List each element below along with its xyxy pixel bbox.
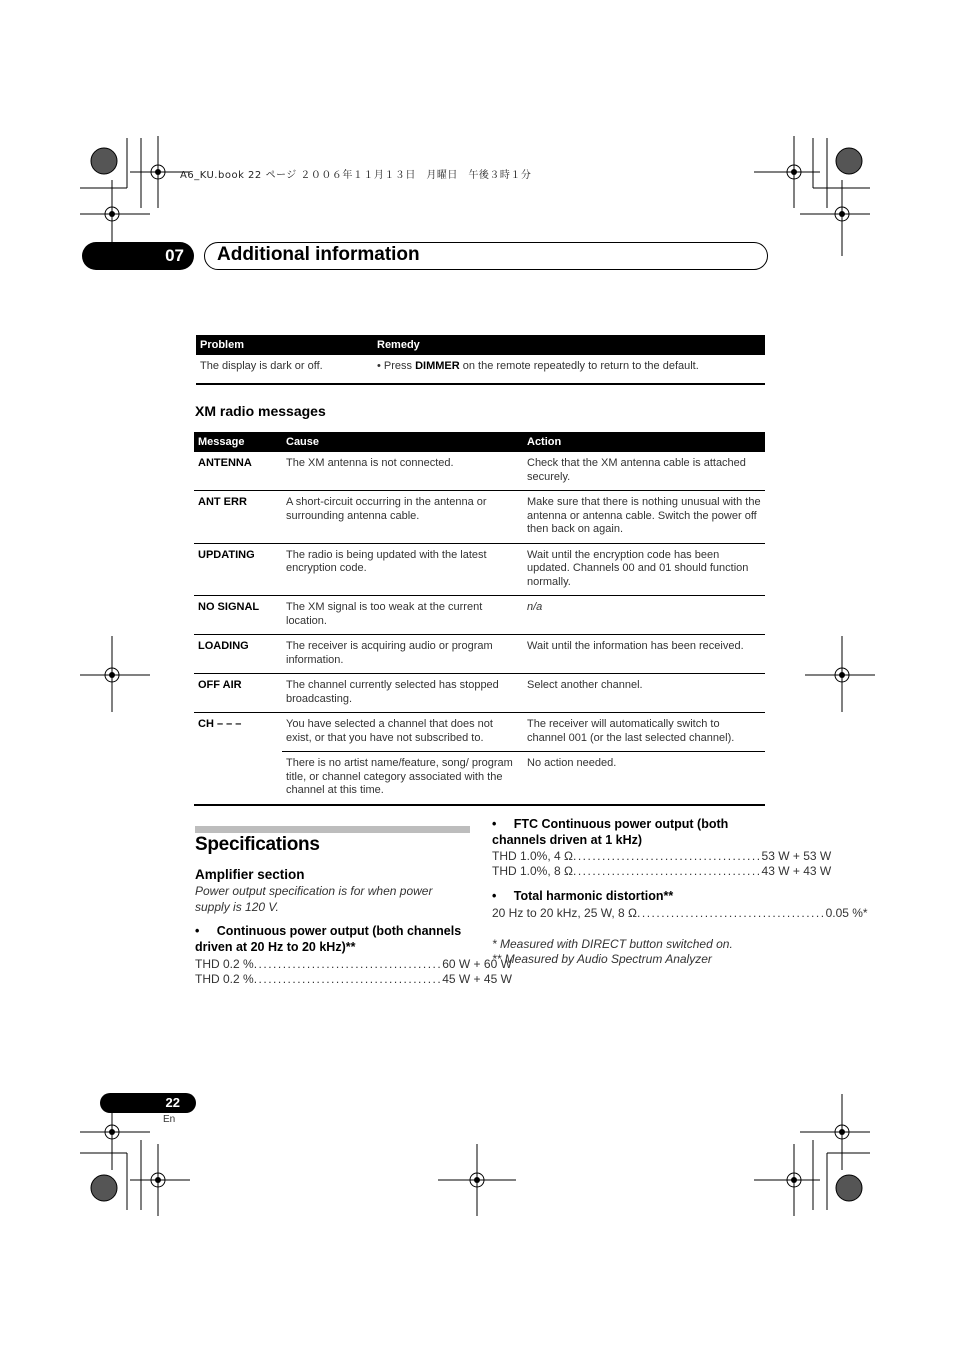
remedy-cell: • Press DIMMER on the remote repeatedly to return to the default. (377, 360, 699, 372)
chapter-title-banner (204, 242, 768, 270)
spec-line: THD 0.2 % ....................................... 45 W + 45 W (195, 972, 512, 986)
action-cell: Select another channel. (523, 674, 765, 713)
table-row (194, 452, 765, 491)
page-number: 22 (165, 1095, 180, 1110)
footnote-direct: * Measured with DIRECT button switched on. (492, 936, 733, 951)
ftc-power-heading: • FTC Continuous power output (both channels driven at 1 kHz) (492, 817, 729, 847)
action-cell: Make sure that there is nothing unusual with the antenna or antenna cable. Switch the power off then back on again. (523, 491, 765, 544)
header-problem: Problem (196, 335, 373, 355)
chapter-number: 07 (165, 246, 184, 265)
trouble-table (196, 335, 765, 385)
right-spec-column (492, 817, 868, 968)
table-row (194, 543, 765, 596)
chapter-title: Additional information (217, 244, 420, 265)
message-cell: UPDATING (194, 543, 282, 596)
action-cell: Wait until the encryption code has been updated. Channels 00 and 01 should function normally. (523, 543, 765, 596)
amplifier-note: Power output specification is for when power supply is 120 V. (195, 884, 433, 914)
spec-line: THD 1.0%, 4 Ω ....................................... 53 W + 53 W (492, 849, 832, 863)
xm-heading: XM radio messages (195, 403, 326, 419)
action-cell: No action needed. (527, 757, 617, 769)
table-row (194, 635, 765, 674)
message-cell: OFF AIR (194, 674, 282, 713)
cause-cell: The receiver is acquiring audio or program information. (282, 635, 523, 674)
cause-cell: You have selected a channel that does not exist, or that you have not subscribed to. (282, 713, 523, 752)
table-row (194, 491, 765, 544)
spec-line: 20 Hz to 20 kHz, 25 W, 8 Ω ....................................... 0.05 %* (492, 905, 868, 920)
header-cause: Cause (282, 432, 523, 452)
cause-cell: The channel currently selected has stopped broadcasting. (282, 674, 523, 713)
cause-cell: There is no artist name/feature, song/ program title, or channel category associated with the channel at this time. (286, 757, 513, 796)
print-header: A6_KU.book 22 ページ ２００６年１１月１３日 月曜日 午後３時１分 (180, 170, 532, 181)
spec-line: THD 0.2 % ....................................... 60 W + 60 W (195, 957, 512, 971)
chapter-number-badge (82, 242, 194, 270)
message-cell: LOADING (194, 635, 282, 674)
table-row (194, 713, 765, 752)
footnote-analyzer: ** Measured by Audio Spectrum Analyzer (492, 952, 712, 966)
problem-cell: The display is dark or off. (200, 360, 323, 372)
message-cell: NO SIGNAL (194, 596, 282, 635)
message-cell (194, 752, 282, 805)
left-spec-column (195, 867, 512, 987)
header-message: Message (194, 432, 282, 452)
continuous-power-heading: • Continuous power output (both channels driven at 20 Hz to 20 kHz)** (195, 924, 462, 954)
spec-line: THD 1.0%, 8 Ω ....................................... 43 W + 43 W (492, 864, 832, 878)
cause-cell: The radio is being updated with the latest encryption code. (282, 543, 523, 596)
action-cell: n/a (523, 596, 765, 635)
thd-heading: • Total harmonic distortion** (492, 889, 674, 903)
amplifier-heading: Amplifier section (195, 867, 305, 882)
table-row (196, 355, 765, 384)
cause-cell: The XM antenna is not connected. (282, 452, 523, 491)
page-number-badge (100, 1093, 196, 1113)
dimmer-button-text: DIMMER (415, 360, 460, 372)
action-cell: Check that the XM antenna cable is attached securely. (523, 452, 765, 491)
action-cell: The receiver will automatically switch to channel 001 (or the last selected channel). (523, 713, 765, 752)
table-row (194, 752, 765, 805)
cause-cell: A short-circuit occurring in the antenna or surrounding antenna cable. (282, 491, 523, 544)
header-action: Action (523, 432, 765, 452)
message-cell: ANTENNA (194, 452, 282, 491)
specifications-rule (195, 826, 470, 833)
header-remedy: Remedy (373, 335, 765, 355)
cause-cell: The XM signal is too weak at the current location. (282, 596, 523, 635)
language-label: En (163, 1114, 176, 1125)
xm-messages-table (194, 432, 765, 806)
table-row (194, 674, 765, 713)
table-row (194, 596, 765, 635)
action-cell: Wait until the information has been received. (523, 635, 765, 674)
specifications-title: Specifications (195, 834, 320, 855)
message-cell: CH – – – (198, 718, 242, 730)
message-cell: ANT ERR (194, 491, 282, 544)
